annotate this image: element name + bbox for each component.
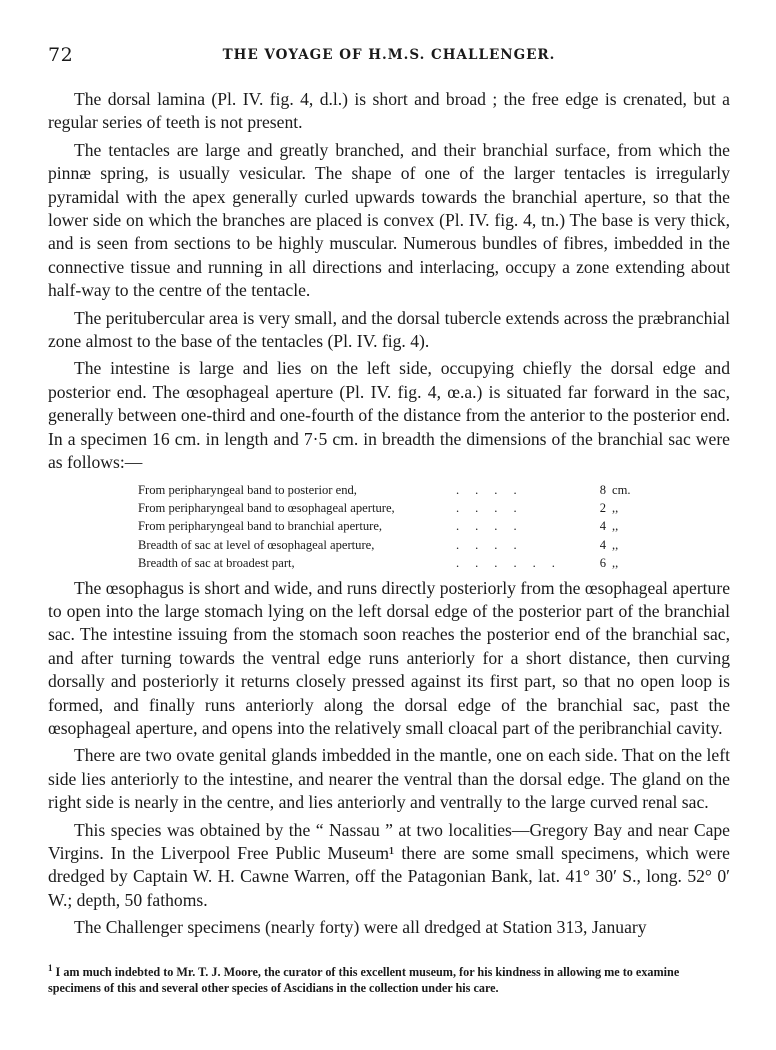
- paragraph-intestine: The intestine is large and lies on the left side, occupying chiefly the dorsal edge and posterior end. The œsophageal aperture (Pl. IV. fig. 4, œ.a.) is situated far forward in the sac, generally between one-third and one-fourth of the distance from the anterior to the posterior end. In a specimen 16 cm. in length and 7·5 cm. in breadth the dimensions of the branchial sac were as follows:—: [48, 358, 730, 473]
- paragraph-genital-glands: There are two ovate genital glands imbedded in the mantle, one on each side. That on the left side lies anteriorly to the intestine, and nearer the ventral than the dorsal edge. The gland on the right side is nearly in the centre, and lies anteriorly and ventrally to the large curved renal sac.: [48, 745, 730, 813]
- running-head: THE VOYAGE OF H.M.S. CHALLENGER.: [222, 47, 556, 63]
- page-number: 72: [48, 44, 74, 66]
- measurement-value: 4: [599, 519, 606, 534]
- footnote-text: I am much indebted to Mr. T. J. Moore, the curator of this excellent museum, for his kindness in allowing me to examine specimens of this and several other species of Ascidians in the collection under his care.: [48, 965, 680, 995]
- measurement-label: From peripharyngeal band to branchial aperture,: [138, 519, 383, 534]
- footnote: [48, 964, 730, 996]
- leader-dots: ......: [456, 556, 571, 571]
- measurements-table: [138, 481, 652, 573]
- paragraph-localities: This species was obtained by the “ Nassau ” at two localities—Gregory Bay and near Cape Virgins. In the Liverpool Free Public Museum¹ there are some small specimens, which were dredged by Captain W. H. Cawne Warren, off the Patagonian Bank, lat. 41° 30′ S., long. 52° 0′ W.; depth, 50 fathoms.: [48, 819, 730, 910]
- measurement-value: 6: [599, 556, 606, 571]
- table-row: [138, 499, 652, 517]
- measurement-value: 8: [599, 482, 606, 497]
- measurement-label: Breadth of sac at level of œsophageal aperture,: [138, 537, 375, 552]
- measurement-unit: ,,: [612, 519, 619, 534]
- measurement-label: Breadth of sac at broadest part,: [138, 556, 295, 571]
- paragraph-tentacles: The tentacles are large and greatly branched, and their branchial surface, from which the pinnæ spring, is usually vesicular. The shape of one of the larger tentacles is irregularly pyramidal with the apex generally curled upwards towards the branchial aperture, so that the lower side on which the branches are placed is convex (Pl. IV. fig. 4, tn.) The base is very thick, and is seen from sections to be highly muscular. Numerous bundles of fibres, imbedded in the connective tissue and running in all directions and interlacing, occupy a zone extending about half-way to the centre of the tentacle.: [48, 139, 730, 301]
- footnote-marker: 1: [48, 962, 53, 973]
- measurement-label: From peripharyngeal band to posterior end,: [138, 482, 357, 497]
- measurement-unit: ,,: [612, 556, 619, 571]
- table-row: [138, 481, 652, 499]
- measurement-unit: cm.: [612, 482, 631, 497]
- measurement-value: 2: [599, 500, 606, 515]
- paragraph-oesophagus: The œsophagus is short and wide, and runs directly posteriorly from the œsophageal aperture to open into the large stomach lying on the left dorsal edge of the posterior part of the branchial sac. The intestine issuing from the stomach soon reaches the posterior end of the branchial sac, and after turning towards the ventral edge runs anteriorly for a short distance, then curving dorsally and posteriorly it returns closely pressed against its first part, so that no open loop is formed, and finally runs anteriorly along the dorsal edge of the branchial sac, past the œsophageal aperture, and opens into the relatively small cloacal part of the peribranchial cavity.: [48, 577, 730, 738]
- table-row: [138, 554, 652, 572]
- measurement-label: From peripharyngeal band to œsophageal aperture,: [138, 500, 395, 515]
- paragraph-challenger-specimens: The Challenger specimens (nearly forty) were all dredged at Station 313, January: [74, 917, 647, 938]
- measurement-unit: ,,: [612, 500, 619, 515]
- table-row: [138, 536, 652, 554]
- body-text: [48, 88, 730, 944]
- leader-dots: ....: [456, 537, 533, 552]
- measurement-unit: ,,: [612, 537, 619, 552]
- paragraph-dorsal-lamina: The dorsal lamina (Pl. IV. fig. 4, d.l.) is short and broad ; the free edge is crenated, but a regular series of teeth is not present.: [48, 89, 730, 133]
- paragraph-peritubercular-area: The peritubercular area is very small, and the dorsal tubercle extends across the præbranchial zone almost to the base of the tentacles (Pl. IV. fig. 4).: [48, 307, 730, 352]
- page-header: [48, 44, 730, 66]
- table-row: [138, 517, 652, 535]
- leader-dots: ....: [456, 500, 533, 515]
- leader-dots: ....: [456, 482, 533, 497]
- leader-dots: ....: [456, 519, 533, 534]
- measurement-value: 4: [599, 537, 606, 552]
